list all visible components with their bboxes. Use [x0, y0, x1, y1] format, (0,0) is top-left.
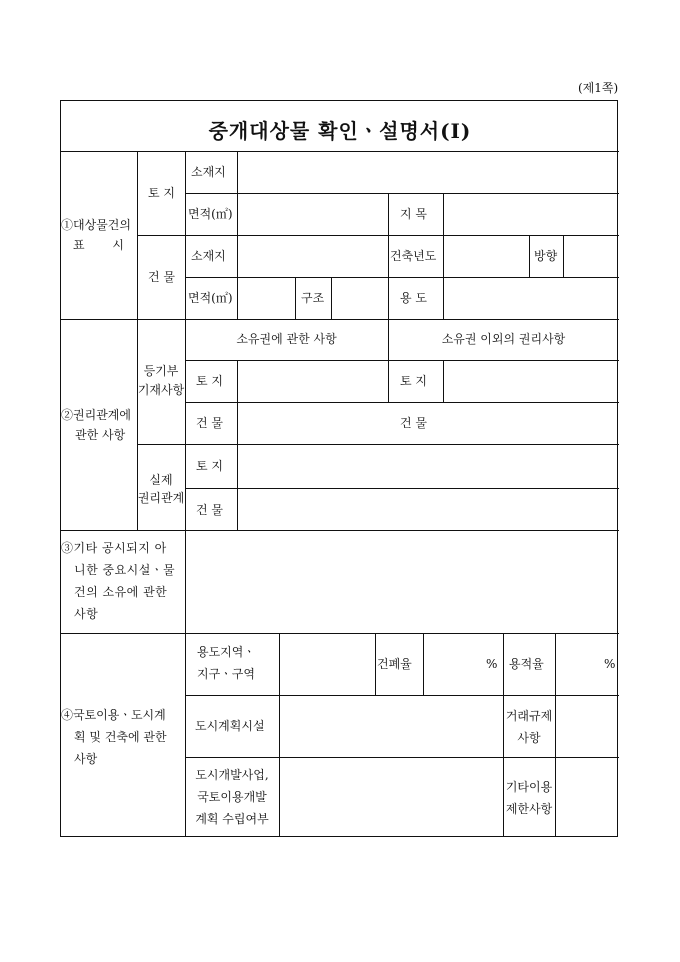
page-label: (제1쪽)	[578, 81, 619, 95]
divider-v	[555, 633, 556, 837]
divider-v	[443, 193, 444, 319]
actual-rights-label-line1: 실제	[149, 473, 173, 487]
actual-rights-label-line2: 권리관계	[137, 491, 185, 505]
divider-v	[237, 360, 238, 530]
direction-label: 방향	[534, 249, 558, 263]
registry-building-label: 건 물	[196, 416, 223, 430]
section2-label-line1: ②권리관계에	[61, 408, 131, 422]
divider-v	[529, 235, 530, 277]
divider-v	[423, 633, 424, 695]
divider-title	[61, 151, 619, 152]
divider-v	[388, 193, 389, 319]
section4-label: ④국토이용ㆍ도시계 획 및 건축에 관한 사항	[61, 708, 167, 766]
divider-v	[237, 151, 238, 319]
usage-label: 용 도	[400, 291, 427, 305]
building-location-label: 소재지	[191, 249, 226, 263]
section2-label-line2: 관한 사항	[75, 428, 126, 442]
divider-section	[61, 530, 619, 531]
divider	[185, 193, 619, 194]
divider	[185, 402, 619, 403]
section1-label-line2: 표 시	[73, 238, 136, 252]
section1-label-line1: ①대상물건의	[61, 218, 131, 232]
divider	[185, 277, 619, 278]
land-location-label: 소재지	[191, 165, 226, 179]
divider-v	[443, 360, 444, 402]
other-building-label: 건 물	[400, 416, 427, 430]
development-plan-label: 도시개발사업, 국토이용개발 계획 수립여부	[195, 768, 269, 826]
far-percent: %	[604, 657, 616, 671]
land-label: 토 지	[148, 186, 175, 200]
far-label: 용적율	[509, 657, 544, 671]
divider	[137, 444, 619, 445]
divider-v	[185, 151, 186, 837]
divider	[185, 360, 619, 361]
registry-label-line2: 기재사항	[137, 383, 185, 397]
divider-v	[295, 277, 296, 319]
divider	[185, 757, 619, 758]
other-land-label: 토 지	[400, 374, 427, 388]
zone-label: 용도지역ㆍ 지구ㆍ구역	[197, 645, 255, 681]
divider-v	[375, 633, 376, 695]
land-category-label: 지 목	[400, 207, 427, 221]
disclosure-form	[60, 100, 618, 837]
section3-label: ③기타 공시되지 아 니한 중요시설ㆍ물 건의 소유에 관한 사항	[61, 541, 176, 621]
registry-label-line1: 등기부	[143, 364, 179, 378]
built-year-label: 건축년도	[390, 249, 437, 263]
building-area-label: 면적(㎡)	[188, 291, 233, 305]
divider	[137, 235, 619, 236]
coverage-label: 건폐율	[377, 657, 412, 671]
divider-section	[61, 319, 619, 320]
other-restrictions-label: 기타이용 제한사항	[505, 780, 553, 816]
ownership-header: 소유권에 관한 사항	[236, 332, 337, 346]
building-label: 건 물	[148, 270, 175, 284]
registry-land-label: 토 지	[196, 374, 223, 388]
divider	[185, 488, 619, 489]
actual-land-label: 토 지	[196, 459, 223, 473]
form-title: 중개대상물 확인ㆍ설명서(Ⅰ)	[208, 119, 472, 143]
divider-section	[61, 633, 619, 634]
coverage-percent: %	[486, 657, 498, 671]
structure-label: 구조	[301, 291, 325, 305]
divider-v	[331, 277, 332, 319]
other-rights-header: 소유권 이외의 권리사항	[441, 332, 566, 346]
trade-regulation-label: 거래규제 사항	[505, 709, 553, 745]
divider-v	[279, 633, 280, 837]
actual-building-label: 건 물	[196, 503, 223, 517]
land-area-label: 면적(㎡)	[188, 207, 233, 221]
divider-v	[563, 235, 564, 277]
divider	[185, 695, 619, 696]
urban-facility-label: 도시계획시설	[195, 719, 265, 733]
